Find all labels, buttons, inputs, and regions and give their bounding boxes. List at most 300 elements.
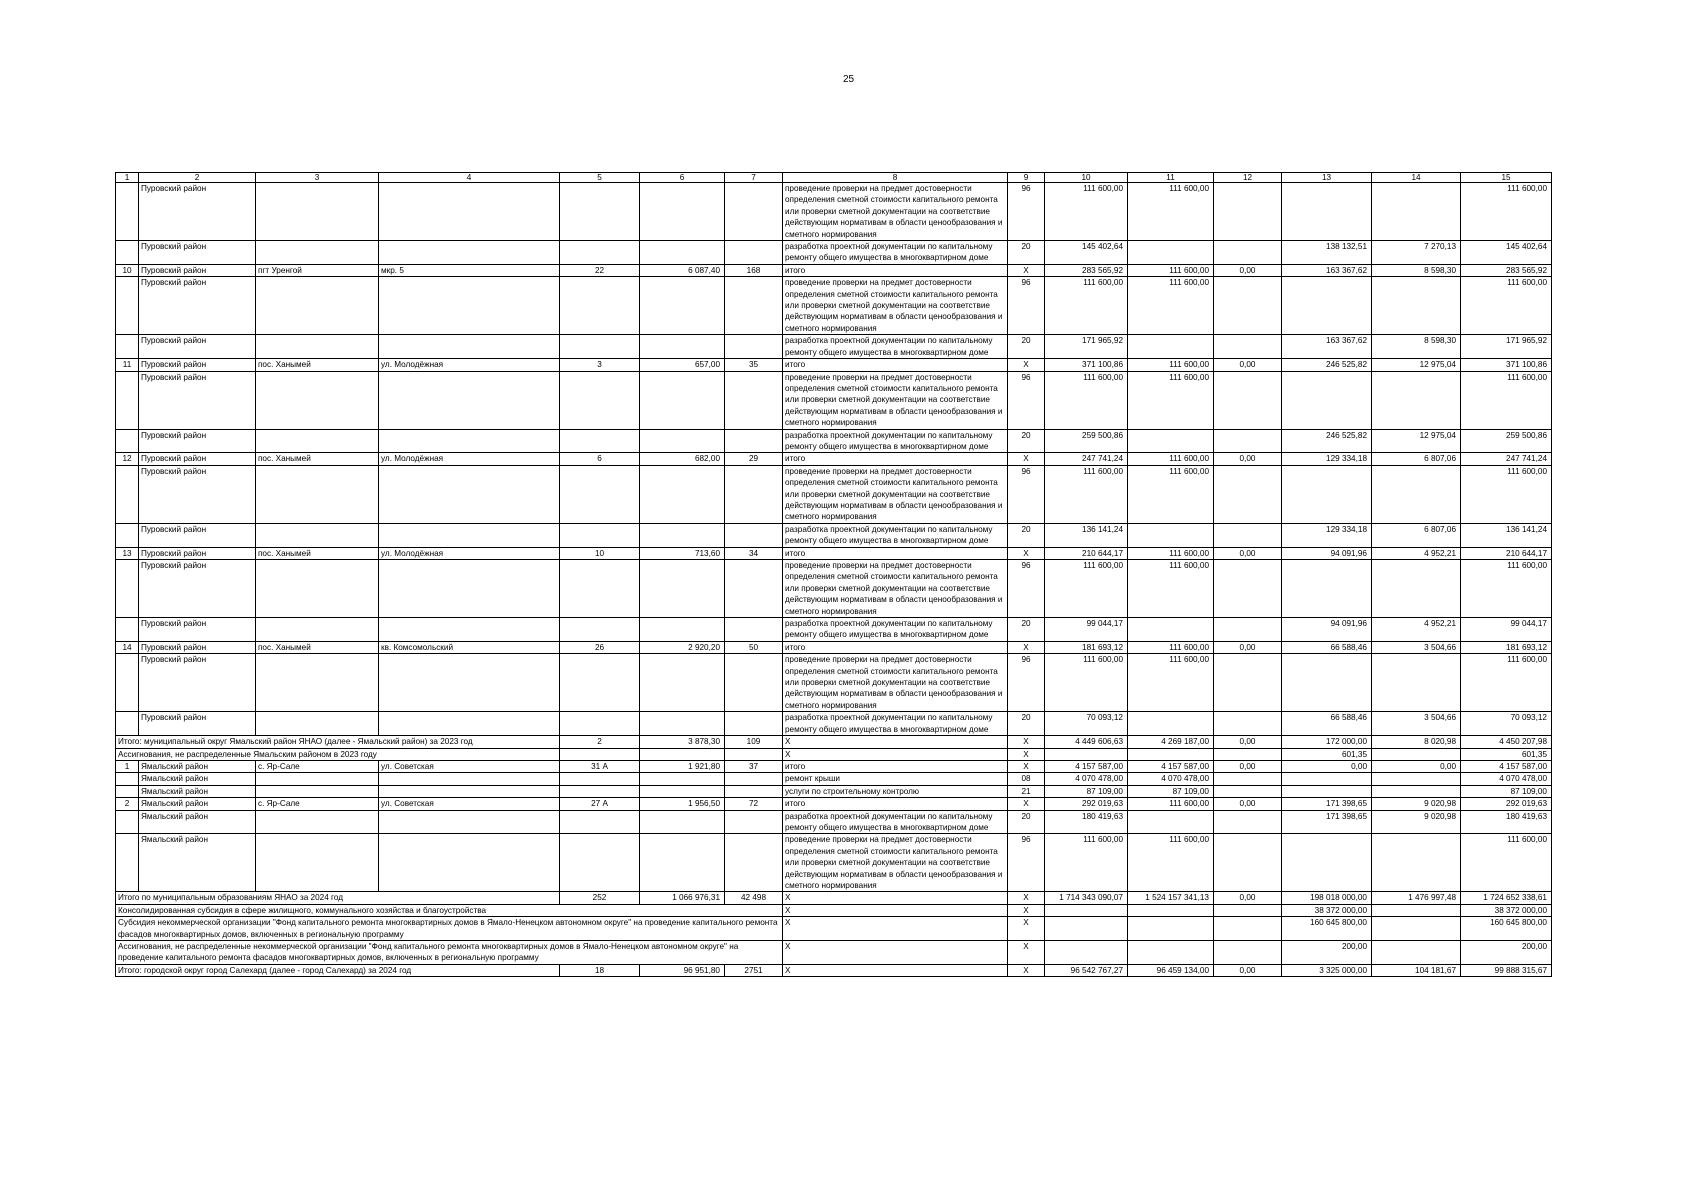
cell-district: Пуровский район (139, 371, 256, 429)
cell-total-sum: 4 157 587,00 (1461, 760, 1552, 772)
cell-area (640, 277, 725, 335)
column-number-cell: 12 (1214, 173, 1282, 183)
cell-total-sum: 70 093,12 (1461, 712, 1552, 736)
subtotal-label: Итого: городской округ город Салехард (далее - город Салехард) за 2024 год (116, 964, 560, 976)
summary-label: Ассигнования, не распределенные некоммерческой организации "Фонд капитального ремонта многоквартирных домов в Ямало-Ненецком автономном округе" на проведение капитального ремонта фасадов многоквартирных домов, включенных в региональную программу (116, 941, 783, 965)
cell-residents: 168 (725, 264, 783, 276)
cell-settlement (256, 654, 379, 712)
cell-total (1045, 904, 1128, 916)
cell-num: 12 (116, 453, 139, 465)
cell-owners: 9 020,98 (1372, 810, 1461, 834)
cell-street (379, 654, 560, 712)
cell-district: Пуровский район (139, 264, 256, 276)
cell-fund: 111 600,00 (1128, 183, 1214, 241)
page-number: 25 (842, 74, 855, 85)
cell-budget-ao (1214, 371, 1282, 429)
column-number-cell: 14 (1372, 173, 1461, 183)
cell-street (379, 712, 560, 736)
cell-house (560, 241, 640, 265)
cell-total: 136 141,24 (1045, 523, 1128, 547)
cell-budget-mo: 172 000,00 (1282, 736, 1372, 748)
cell-budget-mo: 163 367,62 (1282, 335, 1372, 359)
cell-code: 20 (1008, 712, 1045, 736)
cell-area (640, 241, 725, 265)
cell-fund: 111 600,00 (1128, 641, 1214, 653)
cell-code: 96 (1008, 277, 1045, 335)
cell-total: 87 109,00 (1045, 785, 1128, 797)
cell-code: 20 (1008, 241, 1045, 265)
cell-district: Пуровский район (139, 654, 256, 712)
cell-work-type: Х (783, 736, 1008, 748)
cell-budget-ao (1214, 785, 1282, 797)
cell-budget-mo: 0,00 (1282, 760, 1372, 772)
cell-house (560, 618, 640, 642)
cell-settlement (256, 810, 379, 834)
cell-budget-mo: 163 367,62 (1282, 264, 1372, 276)
cell-total-sum: 111 600,00 (1461, 834, 1552, 892)
cell-code: 96 (1008, 834, 1045, 892)
cell-work-type: итого (783, 453, 1008, 465)
cell-budget-ao (1214, 917, 1282, 941)
cell-owners: 3 504,66 (1372, 712, 1461, 736)
cell-district: Пуровский район (139, 641, 256, 653)
cell-budget-mo: 171 398,65 (1282, 810, 1372, 834)
cell-district: Пуровский район (139, 277, 256, 335)
cell-fund (1128, 941, 1214, 965)
summary-row (116, 917, 1552, 941)
cell-budget-ao: 0,00 (1214, 359, 1282, 371)
cell-settlement (256, 429, 379, 453)
cell-residents (725, 241, 783, 265)
cell-street: кв. Комсомольский (379, 641, 560, 653)
cell-residents (725, 618, 783, 642)
cell-budget-mo: 94 091,96 (1282, 618, 1372, 642)
column-number-cell: 4 (379, 173, 560, 183)
cell-area (640, 618, 725, 642)
cell-house (560, 785, 640, 797)
cell-total-sum: 99 888 315,67 (1461, 964, 1552, 976)
cell-settlement: с. Яр-Сале (256, 760, 379, 772)
cell-work-type: Х (783, 964, 1008, 976)
cell-area (640, 773, 725, 785)
cell-budget-mo: 38 372 000,00 (1282, 904, 1372, 916)
cell-budget-mo: 129 334,18 (1282, 523, 1372, 547)
cell-house (560, 810, 640, 834)
cell-total: 210 644,17 (1045, 547, 1128, 559)
cell-area (640, 748, 725, 760)
cell-budget-ao: 0,00 (1214, 547, 1282, 559)
cell-owners (1372, 277, 1461, 335)
cell-street: мкр. 5 (379, 264, 560, 276)
cell-house (560, 371, 640, 429)
cell-house (560, 712, 640, 736)
cell-street (379, 429, 560, 453)
cell-house: 22 (560, 264, 640, 276)
cell-fund (1128, 618, 1214, 642)
cell-fund: 111 600,00 (1128, 465, 1214, 523)
cell-work-type: проведение проверки на предмет достоверности определения сметной стоимости капитального ремонта или проверки сметной документации на соответствие действующим нормативам в области ценообразования и сметного нормирования (783, 465, 1008, 523)
cell-budget-ao: 0,00 (1214, 798, 1282, 810)
cell-residents: 50 (725, 641, 783, 653)
cell-owners: 9 020,98 (1372, 798, 1461, 810)
cell-settlement (256, 560, 379, 618)
cell-settlement (256, 618, 379, 642)
cell-residents: 34 (725, 547, 783, 559)
cell-code: 08 (1008, 773, 1045, 785)
summary-row (116, 904, 1552, 916)
cell-budget-mo: 246 525,82 (1282, 359, 1372, 371)
cell-residents: 42 498 (725, 892, 783, 904)
column-number-cell: 2 (139, 173, 256, 183)
cell-fund: 111 600,00 (1128, 371, 1214, 429)
cell-area (640, 560, 725, 618)
cell-house (560, 277, 640, 335)
table-row (116, 834, 1552, 892)
cell-owners: 7 270,13 (1372, 241, 1461, 265)
column-number-cell: 8 (783, 173, 1008, 183)
table-row (116, 277, 1552, 335)
cell-area: 1 921,80 (640, 760, 725, 772)
cell-work-type: ремонт крыши (783, 773, 1008, 785)
cell-area: 713,60 (640, 547, 725, 559)
column-number-cell: 11 (1128, 173, 1214, 183)
cell-settlement: с. Яр-Сале (256, 798, 379, 810)
cell-street (379, 618, 560, 642)
cell-house (560, 523, 640, 547)
cell-code: 96 (1008, 371, 1045, 429)
cell-num: 1 (116, 760, 139, 772)
cell-fund: 111 600,00 (1128, 834, 1214, 892)
cell-total: 259 500,86 (1045, 429, 1128, 453)
table-row (116, 453, 1552, 465)
cell-fund: 111 600,00 (1128, 277, 1214, 335)
cell-work-type: итого (783, 760, 1008, 772)
cell-work-type: итого (783, 264, 1008, 276)
cell-num (116, 183, 139, 241)
cell-owners: 3 504,66 (1372, 641, 1461, 653)
cell-fund: 1 524 157 341,13 (1128, 892, 1214, 904)
table-row (116, 429, 1552, 453)
cell-district: Пуровский район (139, 712, 256, 736)
cell-residents (725, 429, 783, 453)
cell-budget-ao: 0,00 (1214, 453, 1282, 465)
cell-settlement: пос. Ханымей (256, 641, 379, 653)
summary-label: Субсидия некоммерческой организации "Фонд капитального ремонта многоквартирных домов в Ямало-Ненецком автономном округе" на проведение капитального ремонта фасадов многоквартирных домов, включенных в региональную программу (116, 917, 783, 941)
cell-fund: 111 600,00 (1128, 560, 1214, 618)
cell-fund: 87 109,00 (1128, 785, 1214, 797)
cell-budget-ao (1214, 241, 1282, 265)
cell-total: 96 542 767,27 (1045, 964, 1128, 976)
cell-num (116, 429, 139, 453)
cell-house: 10 (560, 547, 640, 559)
cell-residents (725, 277, 783, 335)
cell-total (1045, 941, 1128, 965)
cell-budget-mo (1282, 773, 1372, 785)
column-number-cell: 10 (1045, 173, 1128, 183)
table-row (116, 773, 1552, 785)
cell-budget-ao: 0,00 (1214, 964, 1282, 976)
cell-work-type: Х (783, 748, 1008, 760)
cell-total-sum: 4 070 478,00 (1461, 773, 1552, 785)
cell-code: 96 (1008, 183, 1045, 241)
cell-street (379, 335, 560, 359)
cell-work-type: проведение проверки на предмет достоверности определения сметной стоимости капитального ремонта или проверки сметной документации на соответствие действующим нормативам в области ценообразования и сметного нормирования (783, 834, 1008, 892)
cell-budget-ao (1214, 560, 1282, 618)
cell-fund (1128, 904, 1214, 916)
cell-budget-mo (1282, 371, 1372, 429)
cell-area (640, 371, 725, 429)
cell-total: 283 565,92 (1045, 264, 1128, 276)
cell-code: 20 (1008, 335, 1045, 359)
cell-work-type: итого (783, 798, 1008, 810)
cell-residents (725, 523, 783, 547)
cell-owners: 0,00 (1372, 760, 1461, 772)
column-number-cell: 9 (1008, 173, 1045, 183)
cell-street (379, 371, 560, 429)
cell-street (379, 183, 560, 241)
cell-work-type: разработка проектной документации по капитальному ремонту общего имущества в многоквартирном доме (783, 429, 1008, 453)
cell-area (640, 429, 725, 453)
cell-house (560, 560, 640, 618)
cell-budget-mo (1282, 560, 1372, 618)
cell-house: 6 (560, 453, 640, 465)
cell-total: 371 100,86 (1045, 359, 1128, 371)
cell-street (379, 523, 560, 547)
cell-settlement (256, 277, 379, 335)
cell-fund (1128, 748, 1214, 760)
cell-district: Пуровский район (139, 453, 256, 465)
cell-budget-ao (1214, 335, 1282, 359)
cell-owners (1372, 941, 1461, 965)
cell-budget-mo: 601,35 (1282, 748, 1372, 760)
cell-work-type: проведение проверки на предмет достоверности определения сметной стоимости капитального ремонта или проверки сметной документации на соответствие действующим нормативам в области ценообразования и сметного нормирования (783, 560, 1008, 618)
cell-total: 247 741,24 (1045, 453, 1128, 465)
cell-house (560, 773, 640, 785)
cell-settlement (256, 241, 379, 265)
cell-street (379, 785, 560, 797)
cell-district: Ямальский район (139, 785, 256, 797)
cell-total-sum: 180 419,63 (1461, 810, 1552, 834)
cell-house (560, 654, 640, 712)
cell-budget-ao (1214, 523, 1282, 547)
cell-total: 4 070 478,00 (1045, 773, 1128, 785)
cell-num (116, 712, 139, 736)
cell-residents (725, 785, 783, 797)
cell-fund: 111 600,00 (1128, 264, 1214, 276)
cell-settlement (256, 773, 379, 785)
table-row (116, 760, 1552, 772)
summary-row (116, 941, 1552, 965)
cell-budget-mo: 66 588,46 (1282, 712, 1372, 736)
cell-fund: 111 600,00 (1128, 359, 1214, 371)
table-row (116, 523, 1552, 547)
cell-num (116, 773, 139, 785)
cell-num (116, 465, 139, 523)
cell-num: 10 (116, 264, 139, 276)
cell-street (379, 773, 560, 785)
cell-residents (725, 335, 783, 359)
cell-total-sum: 4 450 207,98 (1461, 736, 1552, 748)
cell-district: Ямальский район (139, 810, 256, 834)
cell-owners (1372, 917, 1461, 941)
cell-budget-ao (1214, 654, 1282, 712)
cell-code: Х (1008, 547, 1045, 559)
cell-residents: 72 (725, 798, 783, 810)
cell-num: 13 (116, 547, 139, 559)
cell-district: Ямальский район (139, 773, 256, 785)
cell-settlement: пос. Ханымей (256, 359, 379, 371)
cell-house: 26 (560, 641, 640, 653)
cell-district: Пуровский район (139, 560, 256, 618)
cell-owners: 104 181,67 (1372, 964, 1461, 976)
cell-total: 111 600,00 (1045, 371, 1128, 429)
cell-budget-mo (1282, 277, 1372, 335)
cell-work-type: проведение проверки на предмет достоверности определения сметной стоимости капитального ремонта или проверки сметной документации на соответствие действующим нормативам в области ценообразования и сметного нормирования (783, 277, 1008, 335)
cell-street: ул. Молодёжная (379, 547, 560, 559)
cell-total-sum: 99 044,17 (1461, 618, 1552, 642)
cell-settlement (256, 183, 379, 241)
cell-total-sum: 259 500,86 (1461, 429, 1552, 453)
column-number-cell: 6 (640, 173, 725, 183)
cell-area (640, 465, 725, 523)
column-number-cell: 13 (1282, 173, 1372, 183)
cell-district: Пуровский район (139, 335, 256, 359)
cell-street: ул. Советская (379, 798, 560, 810)
cell-total-sum: 136 141,24 (1461, 523, 1552, 547)
cell-budget-ao: 0,00 (1214, 760, 1282, 772)
table-row (116, 335, 1552, 359)
cell-total-sum: 111 600,00 (1461, 465, 1552, 523)
cell-code: Х (1008, 359, 1045, 371)
cell-residents: 109 (725, 736, 783, 748)
cell-total: 4 157 587,00 (1045, 760, 1128, 772)
cell-num: 11 (116, 359, 139, 371)
cell-area (640, 810, 725, 834)
cell-budget-mo: 200,00 (1282, 941, 1372, 965)
cell-settlement (256, 371, 379, 429)
cell-total-sum: 200,00 (1461, 941, 1552, 965)
cell-code: 21 (1008, 785, 1045, 797)
cell-residents (725, 560, 783, 618)
cell-street (379, 560, 560, 618)
cell-num (116, 834, 139, 892)
cell-fund: 111 600,00 (1128, 798, 1214, 810)
cell-num (116, 618, 139, 642)
cell-budget-ao (1214, 748, 1282, 760)
cell-house (560, 335, 640, 359)
cell-area (640, 183, 725, 241)
cell-num (116, 654, 139, 712)
cell-code: Х (1008, 964, 1045, 976)
cell-code: Х (1008, 917, 1045, 941)
cell-district: Пуровский район (139, 523, 256, 547)
cell-budget-mo (1282, 183, 1372, 241)
cell-total: 1 714 343 090,07 (1045, 892, 1128, 904)
cell-owners: 8 598,30 (1372, 335, 1461, 359)
cell-fund: 4 157 587,00 (1128, 760, 1214, 772)
cell-total: 99 044,17 (1045, 618, 1128, 642)
cell-street (379, 277, 560, 335)
cell-owners (1372, 748, 1461, 760)
cell-code: Х (1008, 760, 1045, 772)
cell-budget-ao (1214, 429, 1282, 453)
cell-total-sum: 601,35 (1461, 748, 1552, 760)
cell-area: 2 920,20 (640, 641, 725, 653)
table-row (116, 183, 1552, 241)
subtotal-row (116, 964, 1552, 976)
summary-label: Консолидированная субсидия в сфере жилищного, коммунального хозяйства и благоустройства (116, 904, 783, 916)
cell-settlement: пос. Ханымей (256, 547, 379, 559)
cell-district: Пуровский район (139, 547, 256, 559)
cell-street (379, 465, 560, 523)
cell-total (1045, 917, 1128, 941)
cell-fund (1128, 429, 1214, 453)
cell-district: Пуровский район (139, 618, 256, 642)
column-number-cell: 7 (725, 173, 783, 183)
table-row (116, 547, 1552, 559)
cell-owners (1372, 904, 1461, 916)
cell-total-sum: 111 600,00 (1461, 277, 1552, 335)
cell-code: Х (1008, 641, 1045, 653)
subtotal-label: Итого по муниципальным образованиям ЯНАО за 2024 год (116, 892, 560, 904)
cell-owners: 6 807,06 (1372, 453, 1461, 465)
cell-residents: 37 (725, 760, 783, 772)
cell-budget-mo: 66 588,46 (1282, 641, 1372, 653)
cell-total-sum: 111 600,00 (1461, 371, 1552, 429)
cell-code: 20 (1008, 523, 1045, 547)
cell-code: 20 (1008, 618, 1045, 642)
table-row (116, 618, 1552, 642)
cell-fund (1128, 523, 1214, 547)
cell-work-type: итого (783, 641, 1008, 653)
cell-total-sum: 210 644,17 (1461, 547, 1552, 559)
cell-budget-ao (1214, 773, 1282, 785)
cell-num (116, 371, 139, 429)
cell-budget-ao (1214, 618, 1282, 642)
cell-owners (1372, 371, 1461, 429)
cell-street (379, 834, 560, 892)
cell-house (560, 429, 640, 453)
cell-street: ул. Молодёжная (379, 453, 560, 465)
cell-total: 4 449 606,63 (1045, 736, 1128, 748)
column-number-cell: 3 (256, 173, 379, 183)
cell-budget-ao: 0,00 (1214, 892, 1282, 904)
cell-settlement (256, 523, 379, 547)
cell-work-type: Х (783, 941, 1008, 965)
cell-residents (725, 654, 783, 712)
cell-residents (725, 810, 783, 834)
cell-area: 657,00 (640, 359, 725, 371)
budget-table-container (115, 172, 1547, 977)
cell-owners (1372, 560, 1461, 618)
cell-area (640, 785, 725, 797)
cell-street (379, 241, 560, 265)
cell-total: 181 693,12 (1045, 641, 1128, 653)
cell-fund: 4 269 187,00 (1128, 736, 1214, 748)
table-row (116, 654, 1552, 712)
cell-code: Х (1008, 892, 1045, 904)
cell-area: 3 878,30 (640, 736, 725, 748)
cell-total-sum: 38 372 000,00 (1461, 904, 1552, 916)
cell-house: 18 (560, 964, 640, 976)
cell-owners (1372, 183, 1461, 241)
table-row (116, 798, 1552, 810)
cell-budget-mo (1282, 834, 1372, 892)
cell-residents (725, 748, 783, 760)
cell-house (560, 183, 640, 241)
cell-owners: 4 952,21 (1372, 547, 1461, 559)
table-row (116, 712, 1552, 736)
